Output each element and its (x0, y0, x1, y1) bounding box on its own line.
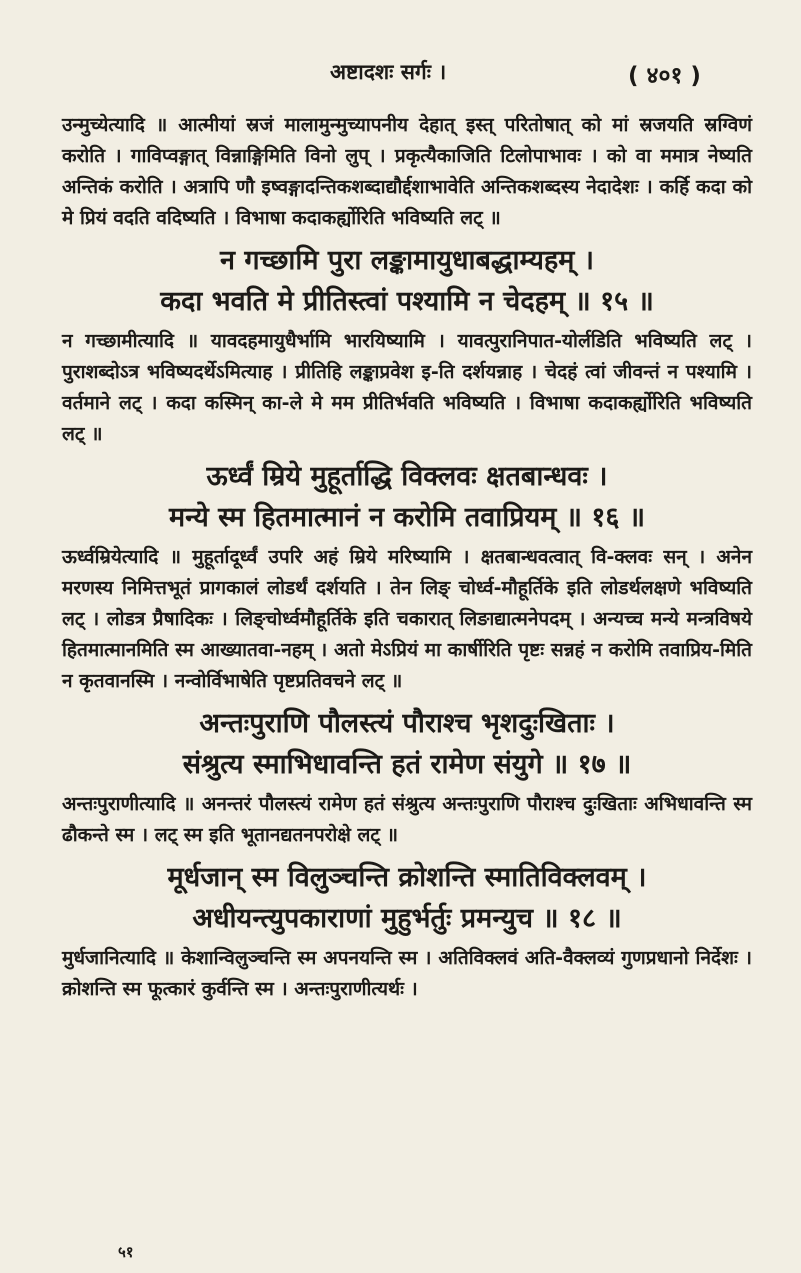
commentary-lemma: उन्मुच्येत्यादि (62, 114, 145, 136)
commentary-lemma: न गच्छामीत्यादि (62, 330, 174, 352)
running-title: अष्टादशः सर्गः । (330, 60, 447, 84)
commentary-paragraph (62, 542, 752, 697)
commentary-text: ॥ मुहूर्तादूर्ध्वं उपरि अहं म्रिये मरिष्यामि । क्षतबान्धवत्वात् वि-क्लवः सन् । अनेन मरणस्य निमित्तभूतं प्रागकालं लोडर्थं दर्शयति । तेन लिङ् चोर्ध्व-मौहूर्तिके इति लोडर्थलक्षणे भविष्यति लट् । लोडत्र प्रैषादिकः । लिङ्चोर्ध्वमौहूर्तिके इति चकारात् लिङाद्यात्मनेपदम् । अन्यच्च मन्ये मन्त्रविषये हितमात्मानमिति स्म आख्यातवा-नहम् । अतो मेऽप्रियं मा कार्षीरिति पृष्टः सन्नहं न करोमि तवाप्रिय-मिति न कृतवानस्मि । नन्वोर्विभाषेति पृष्टप्रतिवचने लट् ॥ (62, 546, 752, 692)
verse-line: ऊर्ध्वं म्रिये मुहूर्ताद्धि विक्लवः क्षतबान्धवः । (206, 461, 608, 492)
page-number: ( ४०१ ) (628, 63, 701, 89)
commentary-text: ॥ यावदहमायुधैर्भामि भारयिष्यामि । यावत्पुरानिपात-योर्लडिति भविष्यति लट् । पुराशब्दोऽत्र भविष्यदर्थेऽमित्याह । प्रीतिहि लङ्काप्रवेश इ-ति दर्शयन्नाह । चेदहं त्वां जीवन्तं न पश्यामि । वर्तमाने लट् । कदा कस्मिन् का-ले मे मम प्रीतिर्भवति भविष्यति । विभाषा कदाकर्ह्योरिति भविष्यति लट् ॥ (62, 330, 752, 445)
verse-line: अधीयन्त्युपकाराणां मुहुर्भर्तुः प्रमन्युच ॥ १८ ॥ (192, 903, 622, 934)
commentary-lemma: अन्तःपुराणीत्यादि (62, 793, 176, 815)
signature-mark: ५१ (118, 1243, 134, 1261)
commentary-paragraph (62, 943, 752, 1005)
verse-line: अन्तःपुराणि पौलस्त्यं पौराश्च भृशदुःखिताः । (199, 708, 615, 739)
verse-line: संश्रुत्य स्माभिधावन्ति हतं रामेण संयुगे ॥ १७ ॥ (182, 749, 632, 780)
verse (62, 240, 752, 322)
commentary-text: ॥ आत्मीयां स्रजं मालामुन्मुच्यापनीय देहात् इस्त् परितोषात् को मां स्रजयति स्रग्विणं करोति । गाविप्वङ्गात् विन्नाङ्गिमिति विनो लुप् । प्रकृत्यैकाजिति टिलोपाभावः । को वा ममात्र नेष्यति अन्तिकं करोति । अत्रापि णौ इष्वङ्गादन्तिकशब्दाद्यौर्द्दशाभावेति अन्तिकशब्दस्य नेदादेशः । कर्हि कदा को मे प्रियं वदति वदिष्यति । विभाषा कदाकर्ह्योरिति भविष्यति लट् ॥ (62, 114, 752, 229)
verse (62, 703, 752, 785)
page-body (62, 110, 752, 1011)
verse-line: मूर्धजान् स्म विलुञ्चन्ति क्रोशन्ति स्मातिविक्लवम् । (167, 862, 647, 893)
verse (62, 456, 752, 538)
commentary-paragraph (62, 326, 752, 450)
verse (62, 857, 752, 939)
verse-line: मन्ये स्म हितमात्मानं न करोमि तवाप्रियम् ॥ १६ ॥ (168, 502, 646, 533)
running-header (0, 58, 801, 96)
commentary-text: ॥ केशान्विलुञ्चन्ति स्म अपनयन्ति स्म । अतिविक्लवं अति-वैक्लव्यं गुणप्रधानो निर्देशः । क्रोशन्ति स्म फूत्कारं कुर्वन्ति स्म । अन्तःपुराणीत्यर्थः । (62, 947, 752, 1000)
commentary-paragraph (62, 110, 752, 234)
commentary-paragraph (62, 789, 752, 851)
verse-line: न गच्छामि पुरा लङ्कामायुधाबद्धाम्यहम् । (219, 245, 595, 276)
commentary-lemma: मुर्धजानित्यादि (62, 947, 156, 969)
verse-line: कदा भवति मे प्रीतिस्त्वां पश्यामि न चेदहम् ॥ १५ ॥ (160, 286, 654, 317)
commentary-text: ॥ अनन्तरं पौलस्त्यं रामेण हतं संश्रुत्य अन्तःपुराणि पौराश्च दुःखिताः अभिधावन्ति स्म ढौकन्ते स्म । लट् स्म इति भूतानद्यतनपरोक्षे लट् ॥ (62, 793, 752, 846)
commentary-lemma: ऊर्ध्वम्रियेत्यादि (62, 546, 159, 568)
